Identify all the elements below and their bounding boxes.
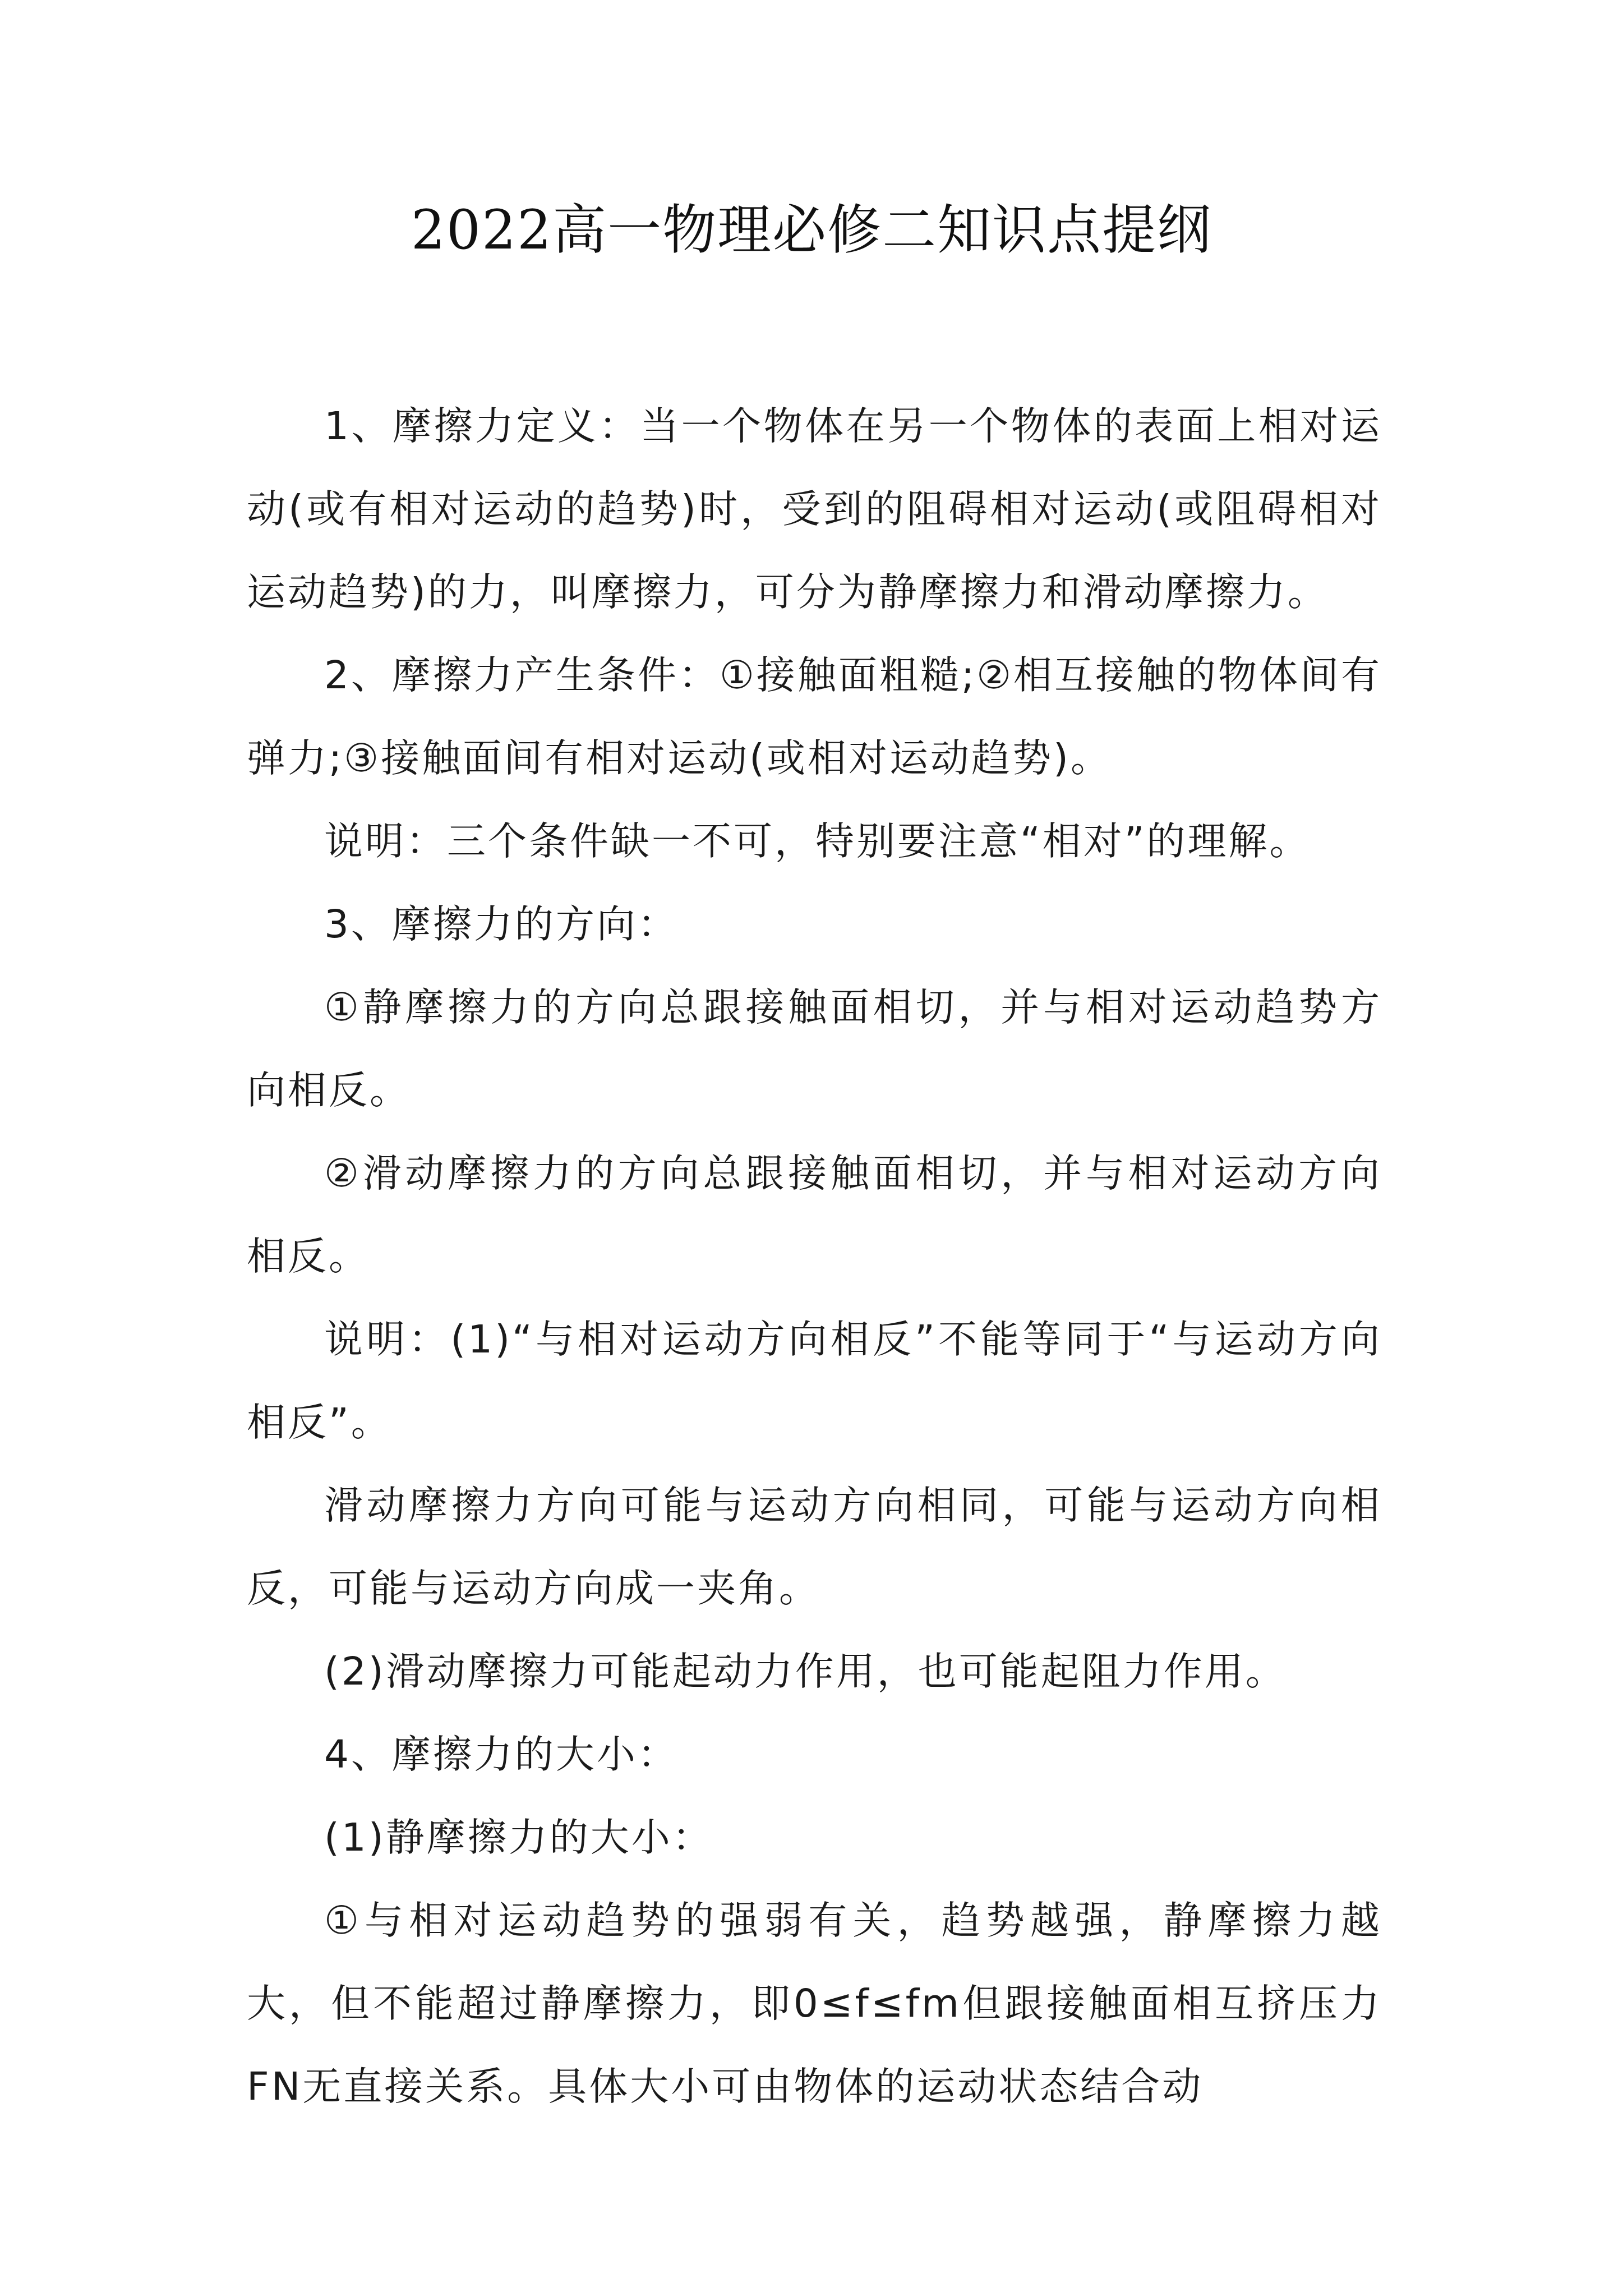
paragraph-friction-magnitude-heading: 4、摩擦力的大小： bbox=[324, 1732, 679, 1777]
document-body bbox=[247, 385, 1382, 2128]
paragraph-static-friction-direction: ①静摩擦力的方向总跟接触面相切，并与相对运动趋势方向相反。 bbox=[247, 985, 1382, 1113]
paragraph-static-friction-magnitude-heading: (1)静摩擦力的大小： bbox=[324, 1815, 713, 1860]
paragraph-friction-definition: 1、摩擦力定义：当一个物体在另一个物体的表面上相对运动(或有相对运动的趋势)时，受到的阻碍相对运动(或阻碍相对运动趋势)的力，叫摩擦力，可分为静摩擦力和滑动摩擦力。 bbox=[247, 404, 1382, 615]
paragraph-friction-direction-heading: 3、摩擦力的方向： bbox=[324, 902, 679, 947]
paragraph-conditions-note: 说明：三个条件缺一不可，特别要注意“相对”的理解。 bbox=[324, 819, 1311, 864]
paragraph-direction-note-1: 说明：(1)“与相对运动方向相反”不能等同于“与运动方向相反”。 bbox=[247, 1317, 1382, 1445]
paragraph-friction-conditions: 2、摩擦力产生条件：①接触面粗糙;②相互接触的物体间有弹力;③接触面间有相对运动(或相对运动趋势)。 bbox=[247, 653, 1382, 781]
paragraph-static-friction-magnitude: ①与相对运动趋势的强弱有关，趋势越强，静摩擦力越大，但不能超过静摩擦力，即0≤f≤fm但跟接触面相互挤压力FN无直接关系。具体大小可由物体的运动状态结合动 bbox=[247, 1898, 1382, 2109]
document-title: 2022高一物理必修二知识点提纲 bbox=[411, 199, 1212, 261]
paragraph-sliding-friction-direction: ②滑动摩擦力的方向总跟接触面相切，并与相对运动方向相反。 bbox=[247, 1151, 1382, 1279]
paragraph-direction-note-2: (2)滑动摩擦力可能起动力作用，也可能起阻力作用。 bbox=[324, 1649, 1287, 1694]
paragraph-direction-note-detail: 滑动摩擦力方向可能与运动方向相同，可能与运动方向相反，可能与运动方向成一夹角。 bbox=[247, 1483, 1382, 1611]
